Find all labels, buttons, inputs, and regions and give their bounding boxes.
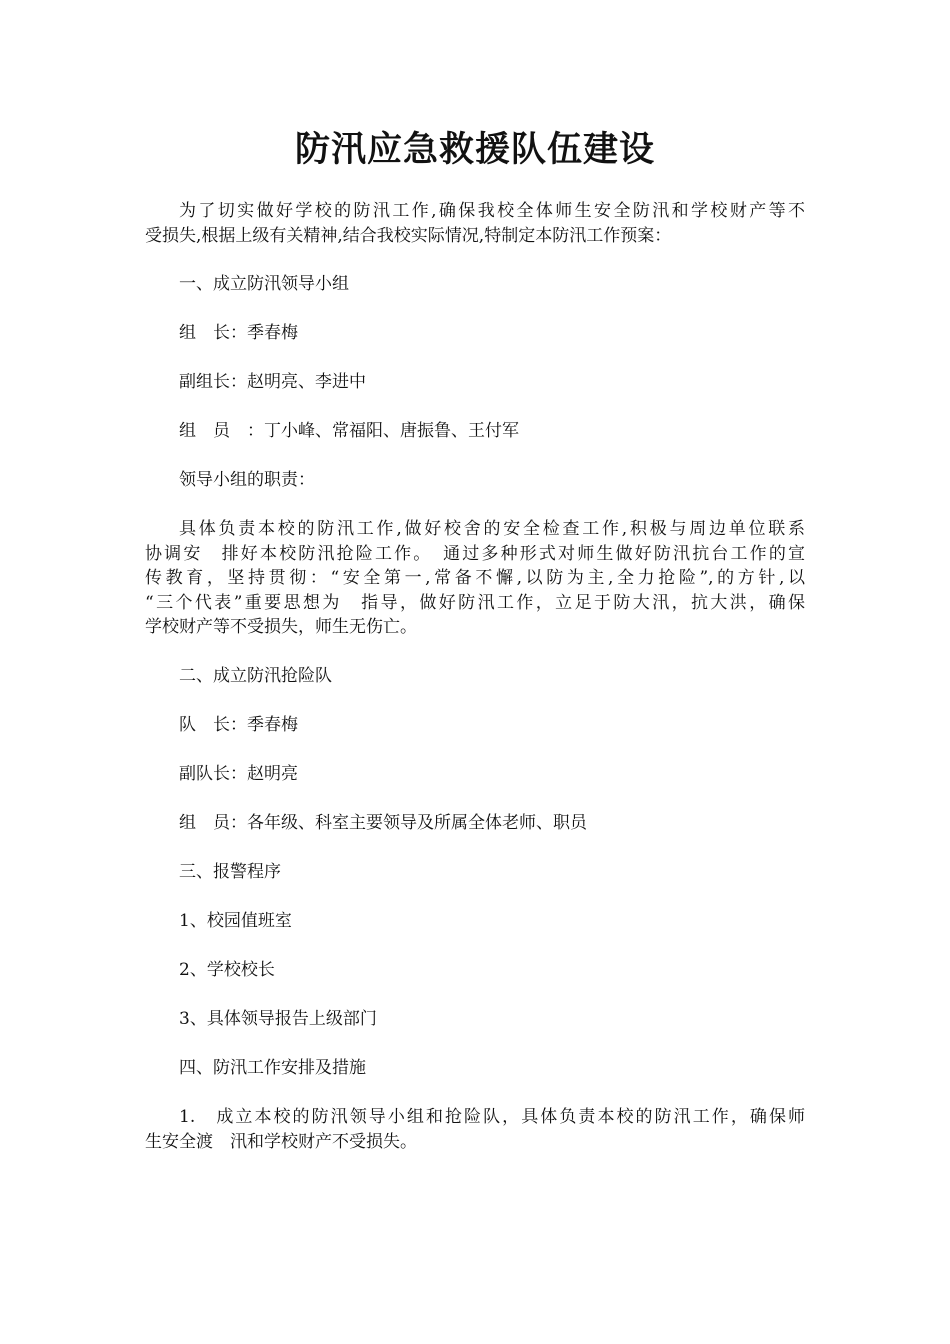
measure-paragraph bbox=[145, 1105, 805, 1154]
group-deputy: 副组长：赵明亮、李进中 bbox=[179, 372, 366, 392]
alarm-step: 2、学校校长 bbox=[179, 960, 275, 980]
duties-line: “三个代表”重要思想为 指导，做好防汛工作，立足于防大汛，抗大洪，确保 bbox=[145, 592, 805, 613]
section-4-heading: 四、防汛工作安排及措施 bbox=[179, 1058, 366, 1078]
leader-line bbox=[145, 713, 805, 738]
duties-heading: 领导小组的职责： bbox=[179, 470, 315, 490]
section-2-heading: 二、成立防汛抢险队 bbox=[179, 666, 332, 686]
group-leader: 组 长：季春梅 bbox=[179, 323, 298, 343]
duties-line: 具体负责本校的防汛工作,做好校舍的安全检查工作,积极与周边单位联系 bbox=[179, 519, 805, 539]
duties-line: 传教育，坚持贯彻：“安全第一,常备不懈,以防为主,全力抢险”,的方针,以 bbox=[145, 568, 805, 588]
section-heading bbox=[145, 664, 805, 689]
duties-line: 学校财产等不受损失，师生无伤亡。 bbox=[145, 617, 417, 637]
duties-line: 协调安 排好本校防汛抢险工作。 通过多种形式对师生做好防汛抗台工作的宣 bbox=[145, 543, 805, 564]
members-line bbox=[145, 811, 805, 836]
measure-line: 生安全渡 汛和学校财产不受损失。 bbox=[145, 1131, 417, 1152]
deputy-line bbox=[145, 762, 805, 787]
intro-line: 为了切实做好学校的防汛工作,确保我校全体师生安全防汛和学校财产等不 bbox=[179, 201, 805, 221]
team-members: 组 员：各年级、科室主要领导及所属全体老师、职员 bbox=[179, 813, 587, 833]
group-members: 组 员 ：丁小峰、常福阳、唐振鲁、王付军 bbox=[179, 421, 519, 441]
section-heading bbox=[145, 1056, 805, 1081]
deputy-line bbox=[145, 370, 805, 395]
alarm-step: 1、校园值班室 bbox=[179, 911, 292, 931]
members-line bbox=[145, 419, 805, 444]
team-deputy: 副队长：赵明亮 bbox=[179, 764, 298, 784]
section-3-heading: 三、报警程序 bbox=[179, 862, 281, 882]
leader-line bbox=[145, 321, 805, 346]
document-title: 防汛应急救援队伍建设 bbox=[294, 129, 655, 170]
alarm-step: 3、具体领导报告上级部门 bbox=[179, 1009, 377, 1029]
intro-line: 受损失,根据上级有关精神,结合我校实际情况,特制定本防汛工作预案： bbox=[145, 225, 672, 246]
duties-paragraph bbox=[145, 517, 805, 640]
duties-heading-line bbox=[145, 468, 805, 493]
list-item bbox=[145, 1007, 805, 1032]
intro-paragraph bbox=[145, 199, 805, 248]
team-leader: 队 长：季春梅 bbox=[179, 715, 298, 735]
list-item bbox=[145, 958, 805, 983]
section-heading bbox=[145, 272, 805, 297]
measure-line: 1. 成立本校的防汛领导小组和抢险队，具体负责本校的防汛工作，确保师 bbox=[179, 1107, 805, 1127]
section-heading bbox=[145, 860, 805, 885]
list-item bbox=[145, 909, 805, 934]
section-1-heading: 一、成立防汛领导小组 bbox=[179, 274, 349, 294]
